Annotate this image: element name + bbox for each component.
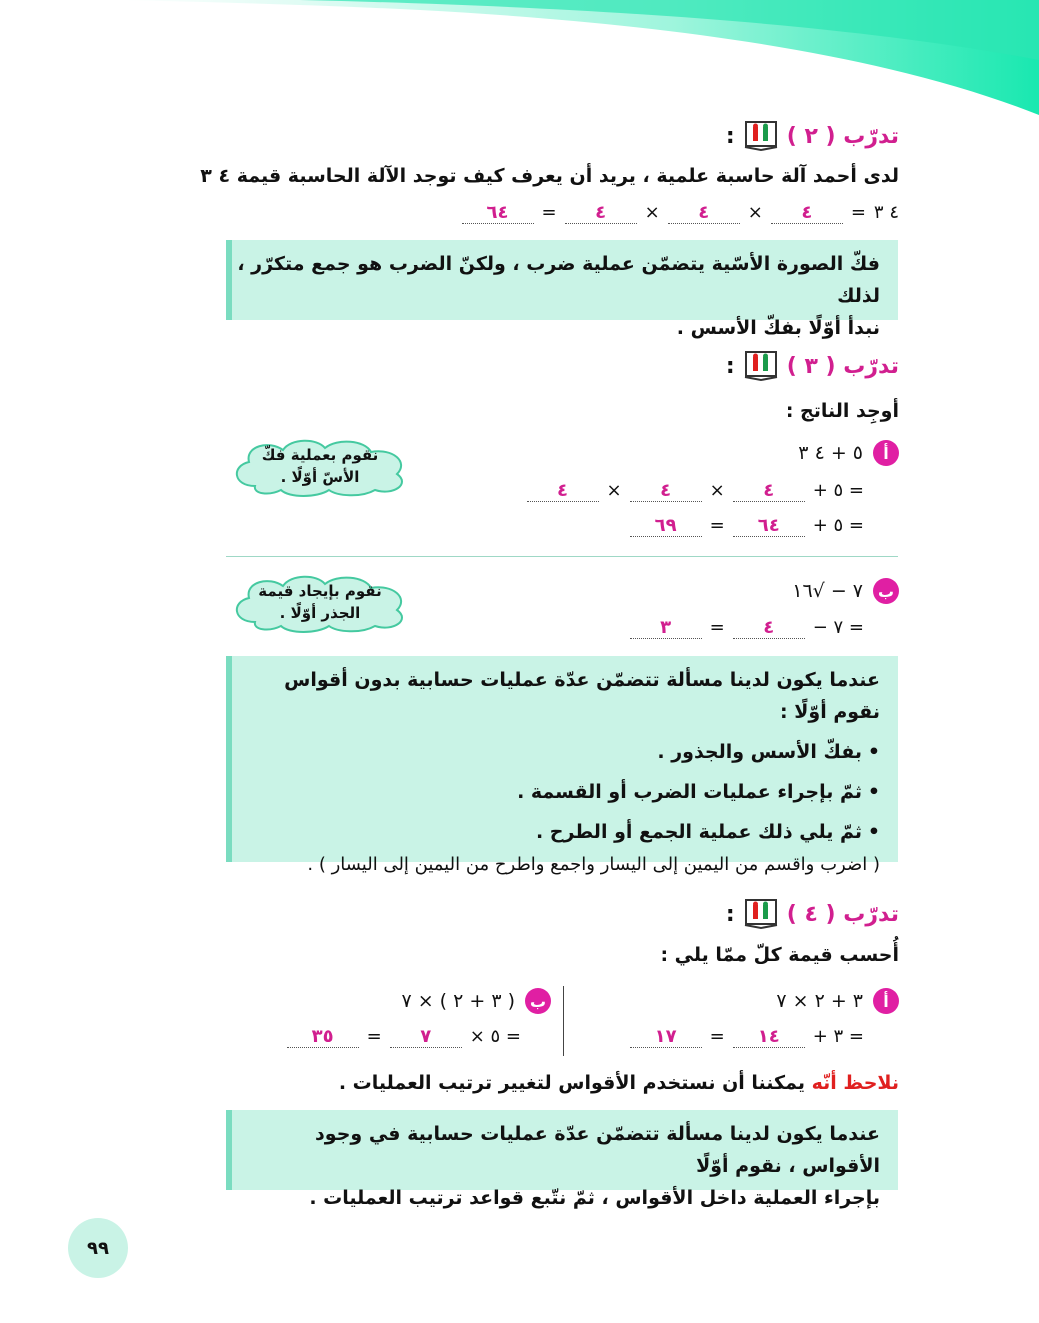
answer-blank[interactable]: ٦٩ — [630, 516, 702, 537]
answer-blank[interactable]: ٦٤ — [733, 516, 805, 537]
label-badge-a: أ — [873, 988, 899, 1014]
column-divider — [563, 986, 564, 1056]
exercise-2-title: تدرّب ( ٢ ) — [786, 123, 899, 149]
answer-blank[interactable]: ٣ — [630, 618, 702, 639]
rules-box-no-brackets — [226, 656, 898, 875]
page-number: ٩٩ — [87, 1237, 109, 1259]
answer-blank[interactable]: ٤ — [527, 481, 599, 502]
hint-line-1: فكّ الصورة الأسّية يتضمّن عملية ضرب ، ولكنّ الضرب هو جمع متكرّر ، لذلك — [237, 253, 880, 307]
rule-item: • ثمّ بإجراء عمليات الضرب أو القسمة . — [242, 772, 862, 812]
hint-line-2: نبدأ أوّلًا بفكّ الأسس . — [676, 317, 880, 339]
cloud-hint-line-1: نقوم بعملية فكّ — [261, 446, 379, 464]
exercise-4b-line: = ٥ × ٧ = ٣٥ — [287, 1026, 521, 1048]
label-badge-a: أ — [873, 440, 899, 466]
answer-blank[interactable]: ١٧ — [630, 1027, 702, 1048]
exercise-3a-line-1: = ٥ + ٤ × ٤ × ٤ — [527, 480, 864, 502]
answer-blank[interactable]: ٤ — [771, 203, 843, 224]
cloud-hint-line-1: نقوم بإيجاد قيمة — [258, 582, 382, 600]
cloud-hint-exponent — [225, 436, 415, 498]
note-highlight: نلاحظ أنّه — [811, 1072, 899, 1094]
rules-box-brackets — [226, 1110, 898, 1209]
exercise-3b-question — [792, 578, 899, 604]
exercise-2-heading — [726, 120, 899, 152]
exercise-4b-expression: ( ٣ + ٢ ) × ٧ — [401, 990, 515, 1012]
exercise-2-colon: : — [725, 123, 735, 149]
exercise-3-title: تدرّب ( ٣ ) — [786, 353, 899, 379]
answer-blank[interactable]: ٧ — [390, 1027, 462, 1048]
exercise-4-heading — [726, 898, 899, 930]
exercise-2-intro: لدى أحمد آلة حاسبة علمية ، يريد أن يعرف كيف توجد الآلة الحاسبة قيمة ٤ ٣ — [200, 165, 899, 187]
exercise-3-heading — [726, 350, 899, 382]
book-icon — [743, 120, 779, 152]
exercise-2-equation: ٤ ٣ = ٤ × ٤ × ٤ = ٦٤ — [462, 202, 899, 224]
exercise-3b-expression: ٧ − √١٦ — [792, 580, 863, 602]
answer-blank[interactable]: ٤ — [733, 618, 805, 639]
exercise-4a-line: = ٣ + ١٤ = ١٧ — [630, 1026, 864, 1048]
exercise-4-title: تدرّب ( ٤ ) — [786, 901, 899, 927]
exercise-4-colon: : — [725, 901, 735, 927]
exercise-4-prompt: أُحسب قيمة كلّ ممّا يلي : — [660, 944, 899, 966]
answer-blank[interactable]: ٤ — [565, 203, 637, 224]
exercise-4a-question — [776, 988, 899, 1014]
rules2-line-1: عندما يكون لدينا مسألة تتضمّن عدّة عمليات حسابية في وجود الأقواس ، نقوم أوّلًا — [315, 1123, 880, 1177]
exercise-2-lhs: ٤ ٣ — [873, 202, 899, 223]
label-badge-b: ب — [525, 988, 551, 1014]
hint-box-exponent — [226, 240, 898, 339]
section-divider — [226, 556, 898, 557]
cloud-hint-line-2: الأسّ أوّلًا . — [280, 468, 360, 486]
answer-blank[interactable]: ٣٥ — [287, 1027, 359, 1048]
page-number-circle — [68, 1218, 128, 1278]
note-rest: يمكننا أن نستخدم الأقواس لتغيير ترتيب العمليات . — [338, 1072, 805, 1094]
top-wave-decoration — [0, 0, 1039, 120]
rules-list — [242, 732, 880, 852]
answer-blank[interactable]: ٤ — [733, 481, 805, 502]
cloud-hint-root — [225, 572, 415, 634]
answer-blank[interactable]: ١٤ — [733, 1027, 805, 1048]
exercise-3-colon: : — [725, 353, 735, 379]
rule-item: • بفكّ الأسس والجذور . — [242, 732, 862, 772]
rules-note: ( اضرب واقسم من اليمين إلى اليسار واجمع واطرح من اليمين إلى اليسار ) . — [307, 854, 880, 875]
answer-blank[interactable]: ٤ — [668, 203, 740, 224]
answer-blank[interactable]: ٦٤ — [462, 203, 534, 224]
exercise-3a-question — [798, 440, 899, 466]
exercise-4b-question — [401, 988, 551, 1014]
rule-item: • ثمّ يلي ذلك عملية الجمع أو الطرح . — [242, 812, 862, 852]
exercise-3-prompt: أوجِد الناتج : — [785, 400, 899, 422]
book-icon — [743, 350, 779, 382]
exercise-3a-expression: ٥ + ٤ ٣ — [798, 442, 863, 464]
exercise-4a-expression: ٣ + ٢ × ٧ — [776, 990, 863, 1012]
rules2-line-2: بإجراء العملية داخل الأقواس ، ثمّ نتّبع قواعد ترتيب العمليات . — [309, 1187, 880, 1209]
exercise-3a-line-2: = ٥ + ٦٤ = ٦٩ — [630, 515, 864, 537]
cloud-hint-line-2: الجذر أوّلًا . — [279, 604, 361, 622]
brackets-note — [339, 1072, 899, 1094]
book-icon — [743, 898, 779, 930]
answer-blank[interactable]: ٤ — [630, 481, 702, 502]
rules-intro: عندما يكون لدينا مسألة تتضمّن عدّة عمليات حسابية بدون أقواس نقوم أوّلًا : — [284, 669, 880, 723]
exercise-3b-line: = ٧ − ٤ = ٣ — [630, 617, 864, 639]
label-badge-b: ب — [873, 578, 899, 604]
